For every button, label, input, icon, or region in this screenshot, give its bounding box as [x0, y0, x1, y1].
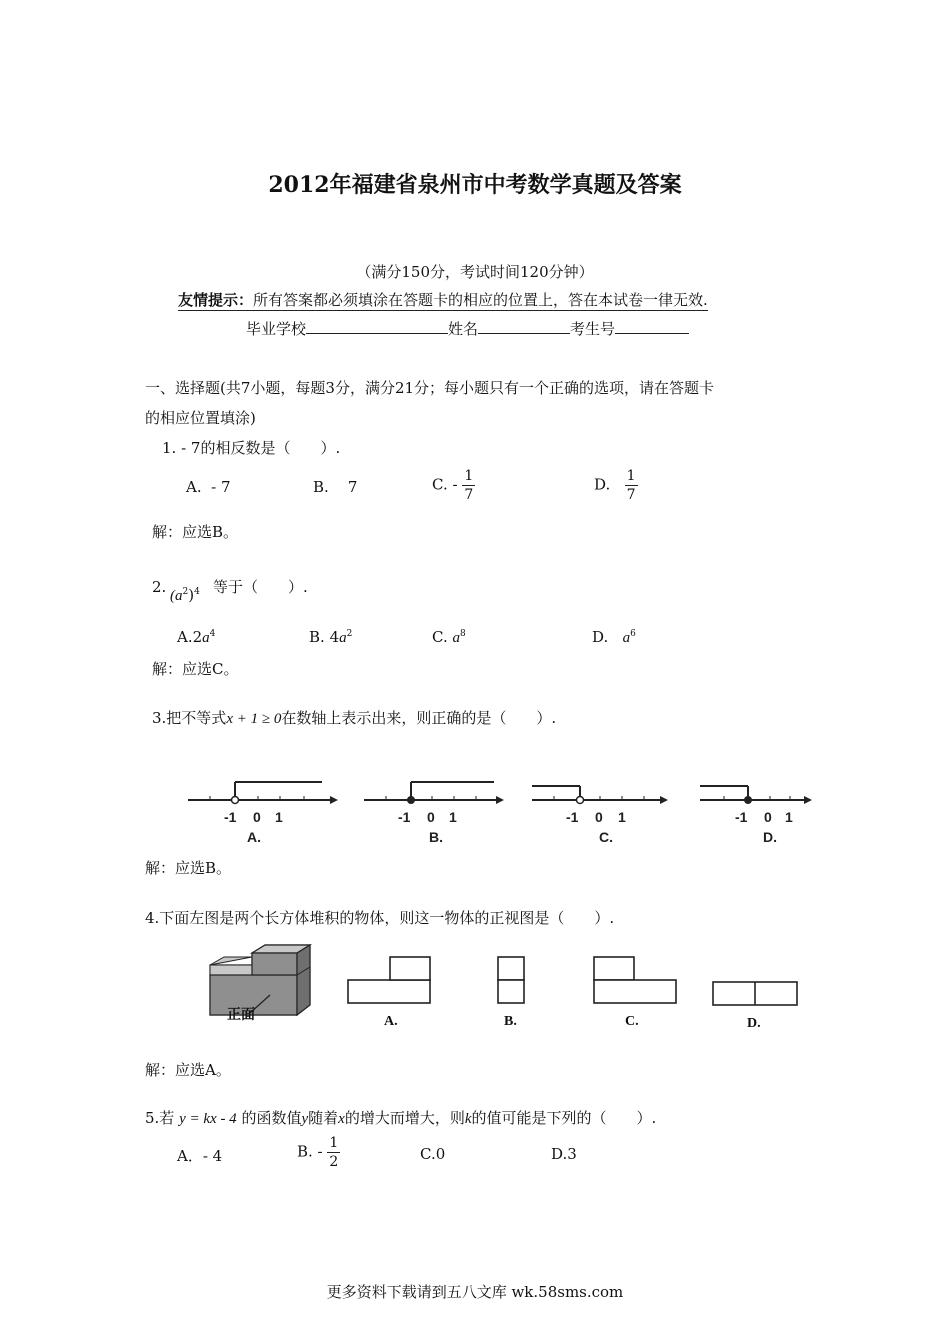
exam-no-field[interactable]	[615, 319, 689, 334]
svg-text:C.: C.	[599, 829, 613, 845]
q1-option-a[interactable]: A. - 7	[186, 478, 231, 496]
q2-option-b[interactable]: B. $4a^2$	[309, 628, 353, 646]
svg-text:0: 0	[253, 809, 261, 825]
q4-answer: 解：应选A。	[145, 1061, 231, 1079]
number-line-a[interactable]	[188, 782, 338, 845]
svg-text:B.: B.	[429, 829, 443, 845]
svg-text:-1: -1	[398, 809, 411, 825]
q2-text: 等于（ ）.	[213, 578, 308, 596]
notice	[178, 289, 708, 311]
q1-option-c[interactable]: C. - $\frac{1}{7}$	[432, 468, 474, 503]
q5-option-d[interactable]: D.3	[551, 1145, 577, 1163]
linear-function: y = kx - 4	[179, 1111, 237, 1127]
q2-answer: 解：应选C。	[152, 660, 239, 678]
section-heading-1: 一、选择题(共7小题，每题3分，满分21分；每小题只有一个正确的选项，请在答题卡	[145, 379, 715, 397]
stacked-boxes-figure	[210, 945, 310, 1023]
svg-text:A.: A.	[247, 829, 261, 845]
svg-text:-1: -1	[735, 809, 748, 825]
view-diagram	[200, 935, 810, 1035]
fraction-one-seventh: $\frac{1}{7}$	[626, 468, 636, 503]
q1-stem	[162, 437, 340, 458]
inequality: x + 1 ≥ 0	[226, 711, 282, 727]
q5-stem: 5.若 y = kx - 4 的函数值y随着x的增大而增大，则k的值可能是下列的（ ）.	[145, 1109, 657, 1127]
front-label: 正面	[227, 1008, 255, 1023]
q2-option-d[interactable]: D. $a^6$	[592, 628, 636, 646]
q1-number: 1.	[162, 439, 177, 457]
number-line-options	[180, 770, 820, 848]
exam-subtitle: （满分150分，考试时间120分钟）	[356, 263, 594, 281]
fraction-one-half: $\frac{1}{2}$	[329, 1135, 339, 1170]
q5-option-a[interactable]: A．- 4	[177, 1147, 223, 1165]
q2-option-a[interactable]: $A.2a^4$	[177, 628, 216, 646]
q5-option-c[interactable]: C.0	[420, 1145, 446, 1163]
svg-text:-1: -1	[224, 809, 237, 825]
svg-text:-1: -1	[566, 809, 579, 825]
view-option-d[interactable]	[713, 982, 797, 1031]
q1-option-d[interactable]: D. $\frac{1}{7}$	[594, 468, 636, 503]
q1-option-b[interactable]: B. 7	[313, 478, 358, 496]
q3-answer: 解：应选B。	[145, 859, 232, 877]
school-field[interactable]	[306, 319, 448, 334]
number-line-c[interactable]	[532, 786, 668, 845]
svg-text:C.: C.	[625, 1014, 639, 1029]
number-line-b[interactable]	[364, 782, 504, 845]
q3-stem: 3.把不等式x + 1 ≥ 0在数轴上表示出来，则正确的是（ ）.	[152, 709, 557, 727]
view-option-b[interactable]	[498, 957, 524, 1029]
svg-text:A.: A.	[384, 1014, 398, 1029]
view-option-c[interactable]	[594, 957, 676, 1029]
q1-value: - 7	[181, 439, 201, 457]
footer-link[interactable]: 更多资料下载请到五八文库 wk.58sms.com	[326, 1283, 624, 1301]
svg-text:B.: B.	[504, 1014, 517, 1029]
q5-option-b[interactable]: B. - $\frac{1}{2}$	[297, 1135, 339, 1170]
student-info	[246, 318, 689, 339]
q1-text: 的相反数是（ ）.	[200, 439, 341, 457]
name-label: 姓名	[448, 320, 479, 338]
svg-text:0: 0	[595, 809, 603, 825]
svg-text:1: 1	[618, 809, 626, 825]
notice-text: 所有答案都必须填涂在答题卡的相应的位置上，答在本试卷一律无效.	[253, 291, 708, 309]
q2-expression: $(a^2)^4$	[170, 586, 200, 604]
section-heading-2: 的相应位置填涂)	[145, 409, 256, 427]
name-field[interactable]	[478, 319, 570, 334]
svg-text:1: 1	[785, 809, 793, 825]
svg-text:D.: D.	[763, 829, 777, 845]
school-label: 毕业学校	[246, 320, 307, 338]
notice-label: 友情提示：	[178, 291, 254, 309]
number-line-d[interactable]	[700, 786, 812, 845]
svg-text:0: 0	[764, 809, 772, 825]
page-title: 2012年福建省泉州市中考数学真题及答案	[268, 172, 682, 198]
q2-option-c[interactable]: C. $a^8$	[432, 628, 466, 646]
q4-stem: 4.下面左图是两个长方体堆积的物体，则这一物体的正视图是（ ）.	[145, 909, 615, 927]
svg-text:1: 1	[275, 809, 283, 825]
exam-no-label: 考生号	[570, 320, 616, 338]
fraction-one-seventh: $\frac{1}{7}$	[464, 468, 474, 503]
q1-answer: 解：应选B。	[152, 523, 239, 541]
svg-text:1: 1	[449, 809, 457, 825]
view-option-a[interactable]	[348, 957, 430, 1029]
svg-text:0: 0	[427, 809, 435, 825]
svg-text:D.: D.	[747, 1016, 761, 1031]
q2-number: 2.	[152, 578, 167, 596]
